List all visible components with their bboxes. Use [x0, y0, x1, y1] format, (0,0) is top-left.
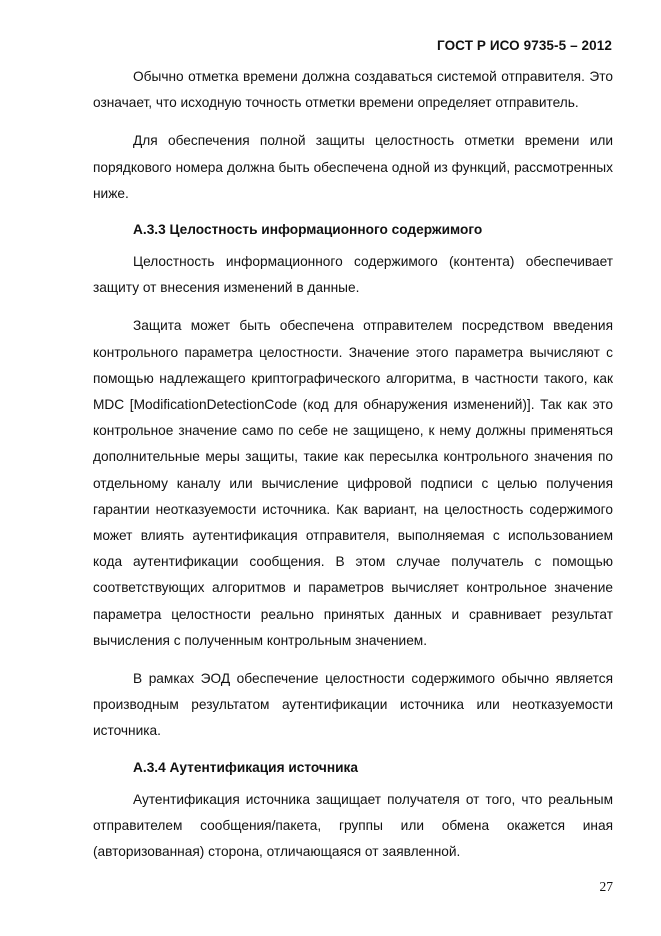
paragraph: Обычно отметка времени должна создаваться системой отправителя. Это означает, что исходную точность отметки времени определяет отправитель. [93, 69, 613, 111]
paragraph: Аутентификация источника защищает получателя от того, что реальным отправителем сообщения/пакета, группы или обмена окажется иная (авторизованная) сторона, отличающаяся от заявленной. [93, 791, 613, 860]
paragraph: Защита может быть обеспечена отправителем посредством введения контрольного параметра целостности. Значение этого параметра вычисляют с помощью надлежащего криптографического алгоритма, в частности такого, как MDC [ModificationDetectionCode (код для обнаружения изменений)]. Так как это контрольное значение само по себе не защищено, к нему должны применяться дополнительные меры защиты, такие как пересылка контрольного значения по отдельному каналу или вычисление цифровой подписи с целью получения гарантии неотказуемости источника. Как вариант, на целостность содержимого может влиять аутентификация отправителя, выполняемая с использованием кода аутентификации сообщения. В этом случае получатель с помощью соответствующих алгоритмов и параметров вычисляет контрольное значение параметра целостности реально принятых данных и сравнивает результат вычисления с полученным контрольным значением. [93, 318, 613, 648]
document-code-header: ГОСТ Р ИСО 9735-5 – 2012 [437, 38, 612, 53]
paragraph: В рамках ЭОД обеспечение целостности содержимого обычно является производным результатом аутентификации источника или неотказуемости источника. [93, 671, 613, 739]
section-heading: А.3.3 Целостность информационного содержимого [133, 222, 483, 238]
page-number: 27 [599, 879, 613, 894]
paragraph: Целостность информационного содержимого (контента) обеспечивает защиту от внесения изменений в данные. [93, 254, 613, 296]
paragraph: Для обеспечения полной защиты целостность отметки времени или порядкового номера должна быть обеспечена одной из функций, рассмотренных ниже. [93, 133, 613, 201]
section-heading: А.3.4 Аутентификация источника [133, 759, 359, 775]
document-body [93, 64, 613, 877]
